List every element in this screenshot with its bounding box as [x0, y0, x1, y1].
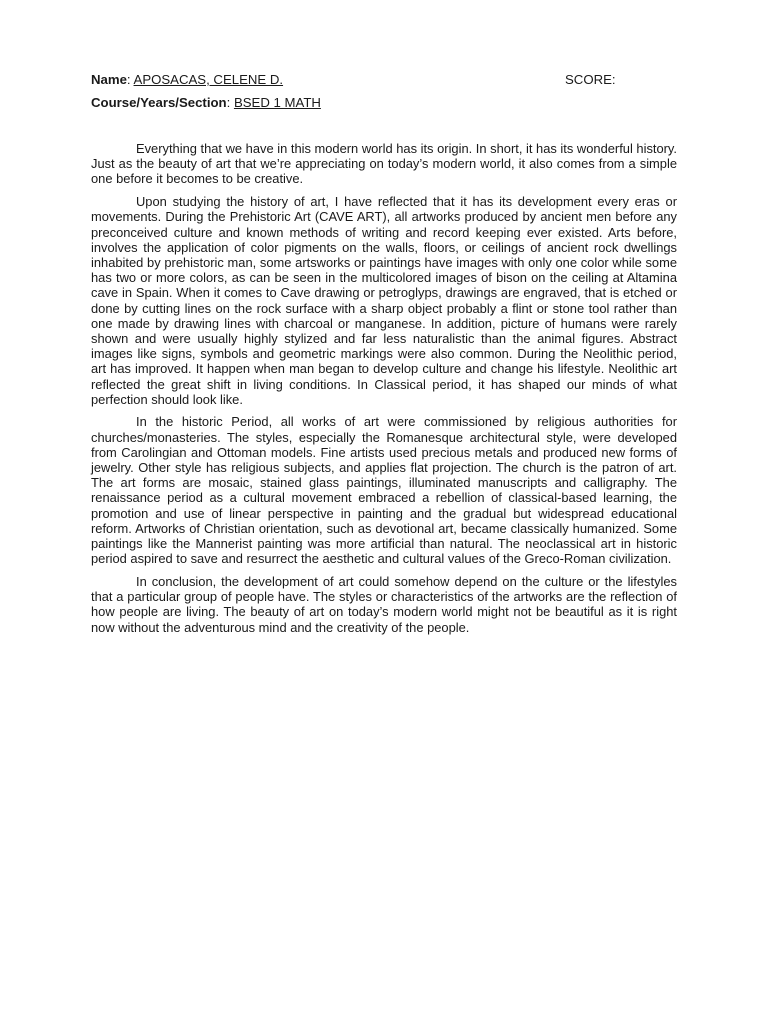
- name-line: Name: APOSACAS, CELENE D.: [91, 72, 284, 87]
- score-label: SCORE:: [565, 72, 616, 87]
- name-value: APOSACAS, CELENE D.: [133, 72, 284, 87]
- essay-paragraph-conclusion: In conclusion, the development of art could somehow depend on the culture or the lifestyles that a particular group of people have. The styles or characteristics of the artworks are the reflection of how people are living. The beauty of art on today’s modern world might not be beautiful as it is right now without the adventurous mind and the creativity of the people.: [91, 573, 677, 635]
- essay-paragraph-historic: In the historic Period, all works of art were commissioned by religious authorities for churches/monasteries. The styles, especially the Romanesque architectural style, were developed from Carolingian and Ottoman models. Fine artists used precious metals and produced new forms of jewelry. Other style has religious subjects, and applies flat projection. The church is the patron of art. The art forms are mosaic, stained glass paintings, illuminated manuscripts and calligraphy. The renaissance period as a cultural movement embraced a rebellion of classical-based learning, the promotion and use of linear perspective in painting and the gradual but widespread educational reform. Artworks of Christian orientation, such as devotional art, became classically humanized. Some paintings like the Mannerist painting was more artificial than natural. The neoclassical art in historic period aspired to save and resurrect the aesthetic and cultural values of the Greco-Roman civilization.: [91, 414, 677, 567]
- essay-paragraph-intro: Everything that we have in this modern world has its origin. In short, it has its wonderful history. Just as the beauty of art that we’re appreciating on today’s modern world, it also comes from a simple one before it becomes to be creative.: [91, 141, 677, 187]
- course-label: Course/Years/Section: [91, 95, 227, 110]
- course-value: BSED 1 MATH: [233, 95, 321, 110]
- name-label: Name: [91, 72, 127, 87]
- essay-paragraph-prehistoric: Upon studying the history of art, I have reflected that it has its development every eras or movements. During the Prehistoric Art (CAVE ART), all artworks produced by ancient men before any preconceived culture and known methods of writing and record keeping ever existed. Arts before, involves the application of color pigments on the walls, floors, or ceilings of ancient rock dwellings inhabited by prehistoric man, some artsworks or paintings have images with only one color while some has two or more colors, as can be seen in the multicolored images of bison on the ceiling at Altamina cave in Spain. When it comes to Cave drawing or petroglyps, drawings are engraved, that is etched or done by cutting lines on the rock surface with a sharp object probably a flint or stone tool rather than one made by drawing lines with charcoal or manganese. In addition, picture of humans were rarely shown and were usually highly stylized and far less naturalistic than the animal figures. Abstract images like signs, symbols and geometric markings were also common. During the Neolithic period, art has improved. It happen when man began to develop culture and change his lifestyle. Neolithic art reflected the great shift in living conditions. In Classical period, it has shaped our minds of what perfection should look like.: [91, 194, 677, 407]
- course-line: Course/Years/Section: BSED 1 MATH: [91, 95, 321, 110]
- essay-body: [91, 141, 677, 642]
